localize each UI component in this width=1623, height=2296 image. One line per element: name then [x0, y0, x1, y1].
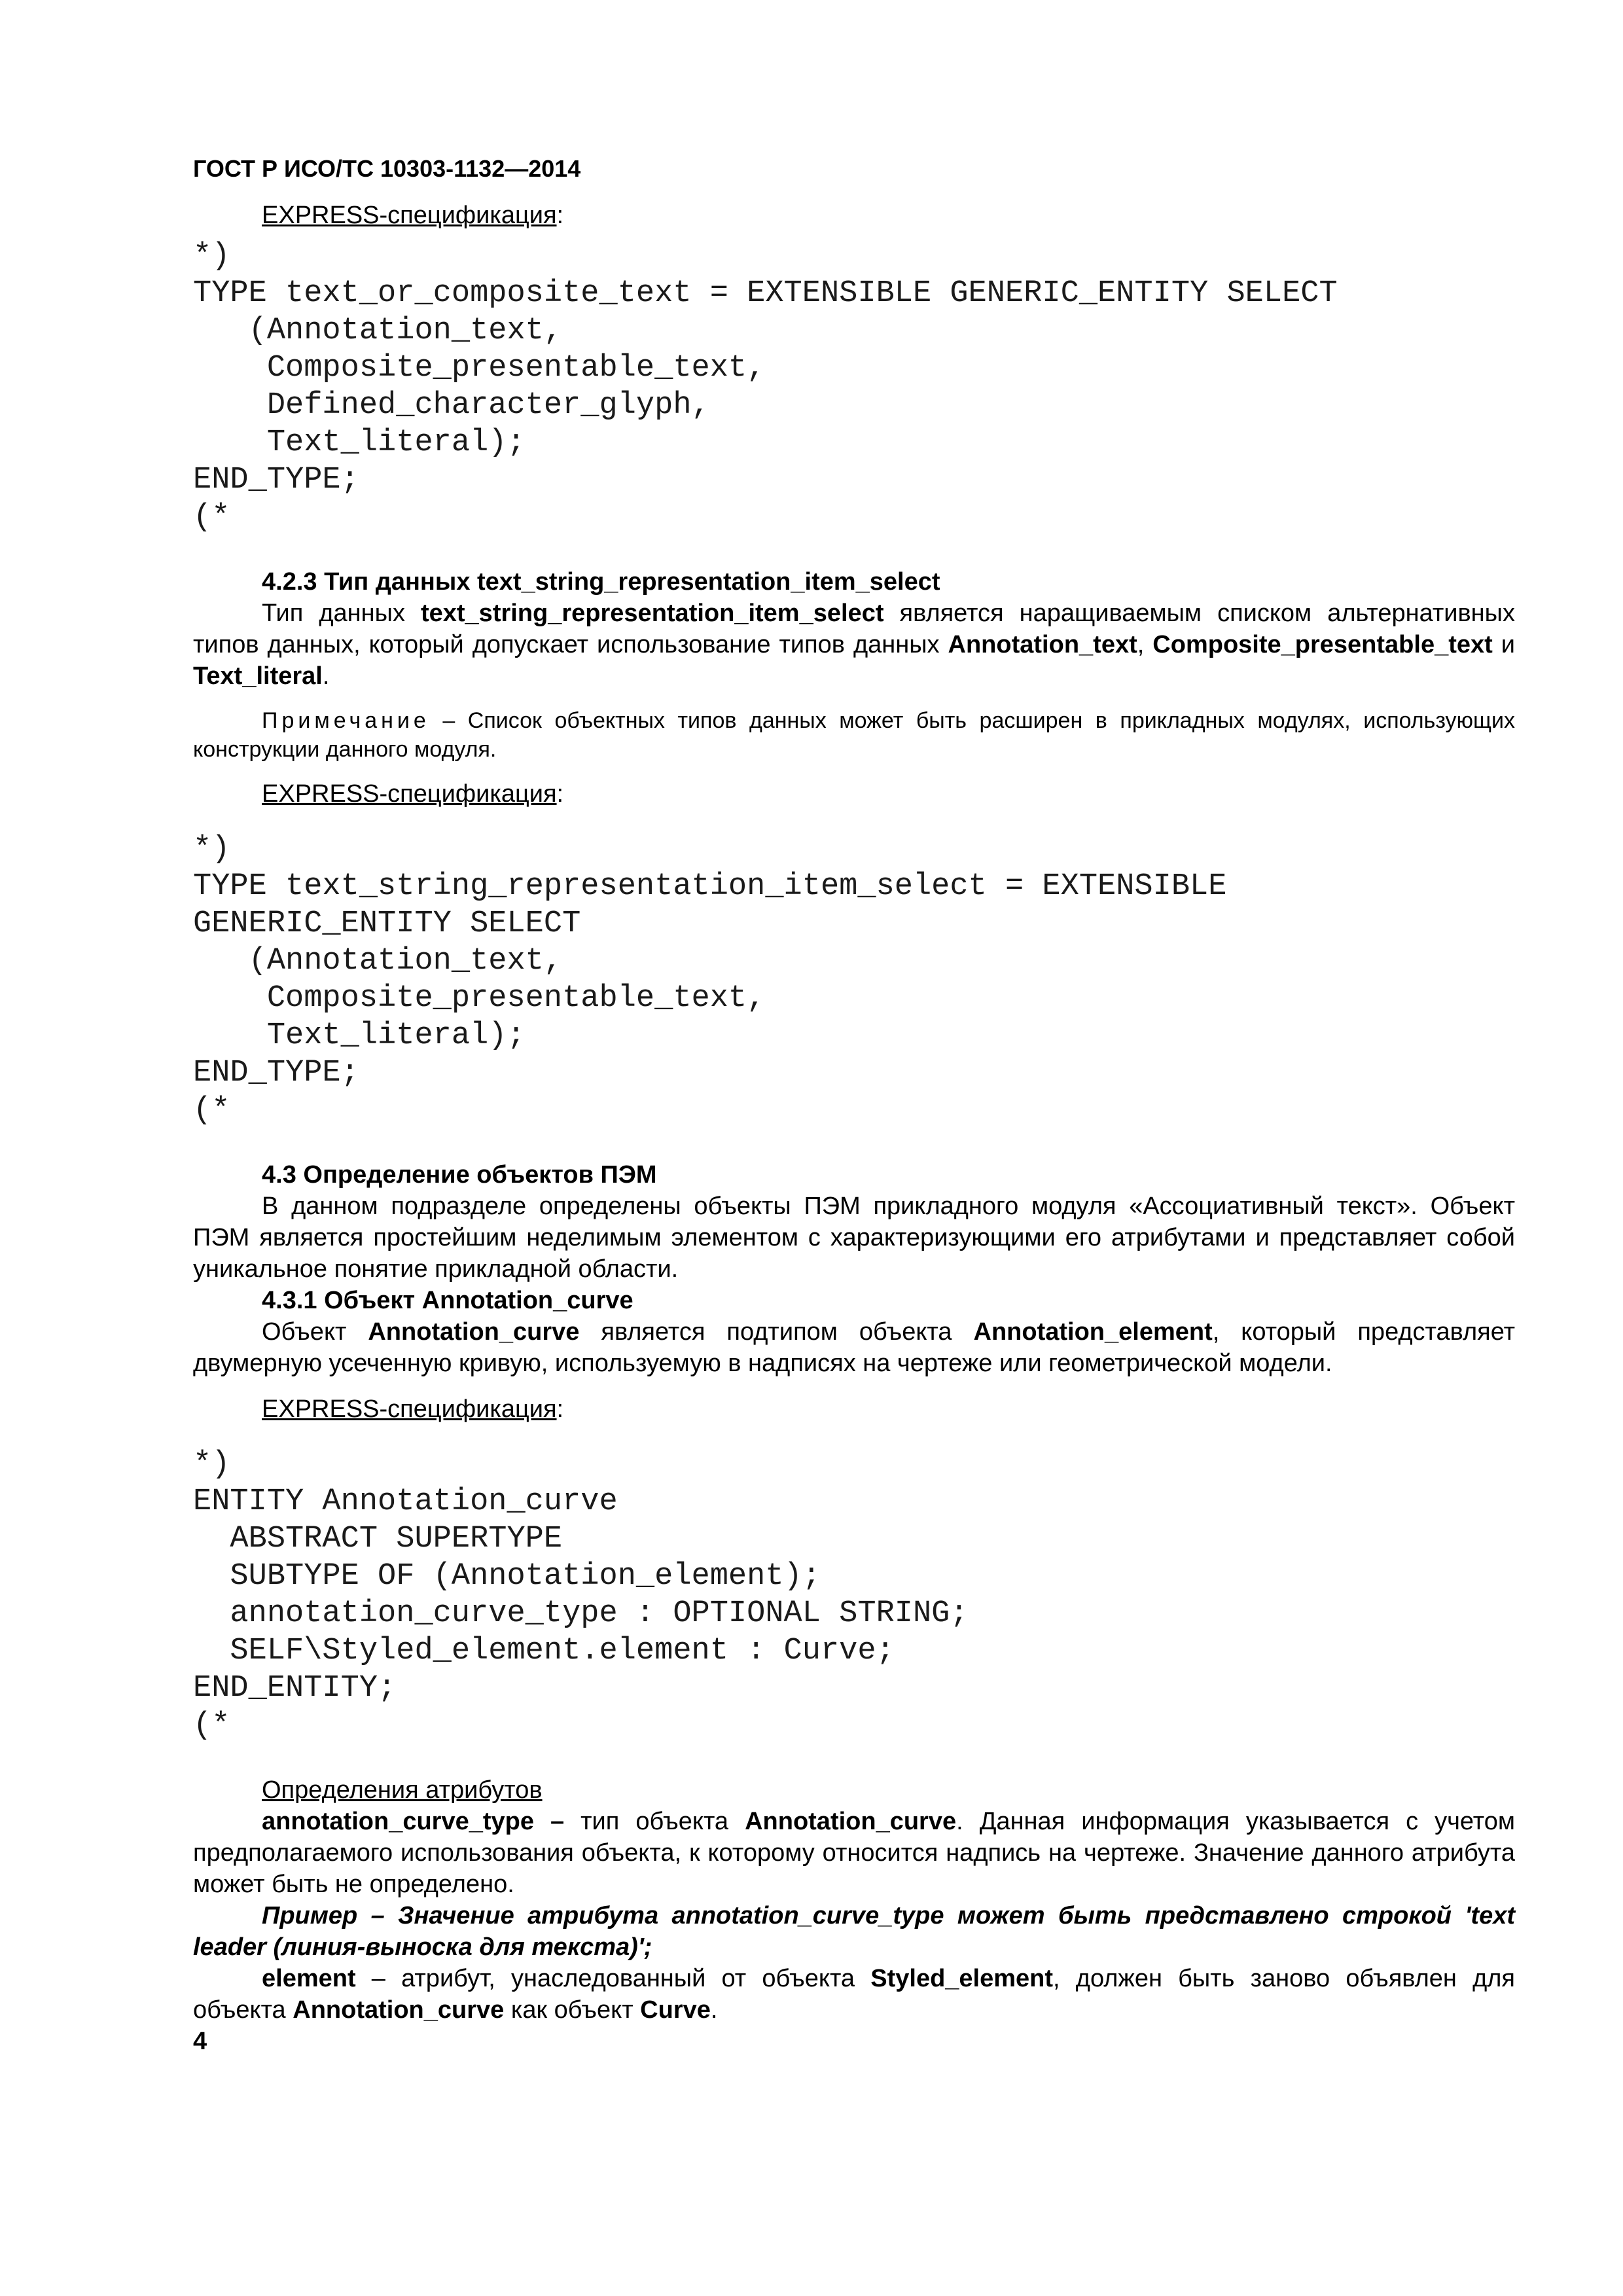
document-page	[193, 154, 1515, 2057]
example-paragraph: Пример – Значение атрибута annotation_curve_type может быть представлено строкой 'text leader (линия-выноска для текста)';	[193, 1902, 1515, 1961]
attribute-annotation-curve-type: annotation_curve_type – тип объекта Annotation_curve. Данная информация указывается с учетом предполагаемого использования объекта, к которому относится надпись на чертеже. Значение данного атрибута может быть не определено.	[193, 1808, 1515, 1898]
code-block-annotation-curve: *) ENTITY Annotation_curve ABSTRACT SUPERTYPE SUBTYPE OF (Annotation_element); annotation_curve_type : OPTIONAL STRING; SELF\Styled_element.element : Curve; END_ENTITY; (*	[193, 1447, 969, 1743]
express-label-1	[193, 200, 1515, 231]
code-block-text-or-composite-text: *) TYPE text_or_composite_text = EXTENSIBLE GENERIC_ENTITY SELECT (Annotation_text, Composite_presentable_text, Defined_character_glyph, Text_literal); END_TYPE; (*	[193, 239, 1338, 535]
attribute-element: element – атрибут, унаследованный от объекта Styled_element, должен быть заново объявлен для объекта Annotation_curve как объект Curve.	[193, 1965, 1516, 2024]
section-heading-4-2-3: 4.2.3 Тип данных text_string_representation_item_select	[262, 568, 940, 596]
code-block-text-string-representation-item-select: *) TYPE text_string_representation_item_select = EXTENSIBLE GENERIC_ENTITY SELECT (Annotation_text, Composite_presentable_text, Text_literal); END_TYPE; (*	[193, 832, 1227, 1128]
express-label-3: EXPRESS-спецификация:	[262, 1395, 564, 1423]
note-text: – Список объектных типов данных может быть расширен в прикладных модулях, использующих конструкции данного модуля.	[193, 708, 1515, 762]
section-paragraph-4-2-3: Тип данных text_string_representation_item_select является наращиваемым списком альтернативных типов данных, который допускает использование типов данных Annotation_text, Composite_presentable_text и Text_literal.	[193, 600, 1515, 690]
page-number: 4	[193, 2028, 207, 2055]
express-label-2: EXPRESS-спецификация:	[262, 780, 564, 808]
section-paragraph-4-3: В данном подразделе определены объекты ПЭМ прикладного модуля «Ассоциативный текст». Объект ПЭМ является простейшим неделимым элементом с характеризующими его атрибутами и представляет собой уникальное понятие прикладной области.	[193, 1193, 1515, 1283]
note-paragraph	[193, 706, 1515, 764]
attribute-definitions-label: Определения атрибутов	[262, 1776, 543, 1804]
section-paragraph-4-3-1: Объект Annotation_curve является подтипом объекта Annotation_element, который представляет двумерную усеченную кривую, используемую в надписях на чертеже или геометрической модели.	[193, 1318, 1515, 1377]
express-label-text: EXPRESS-спецификация	[262, 202, 557, 229]
section-heading-4-3: 4.3 Определение объектов ПЭМ	[262, 1161, 657, 1189]
note-label: Примечание	[262, 708, 430, 733]
express-label-colon: :	[556, 202, 564, 229]
document-header: ГОСТ Р ИСО/ТС 10303-1132—2014	[193, 155, 581, 182]
section-heading-4-3-1: 4.3.1 Объект Annotation_curve	[262, 1287, 633, 1314]
